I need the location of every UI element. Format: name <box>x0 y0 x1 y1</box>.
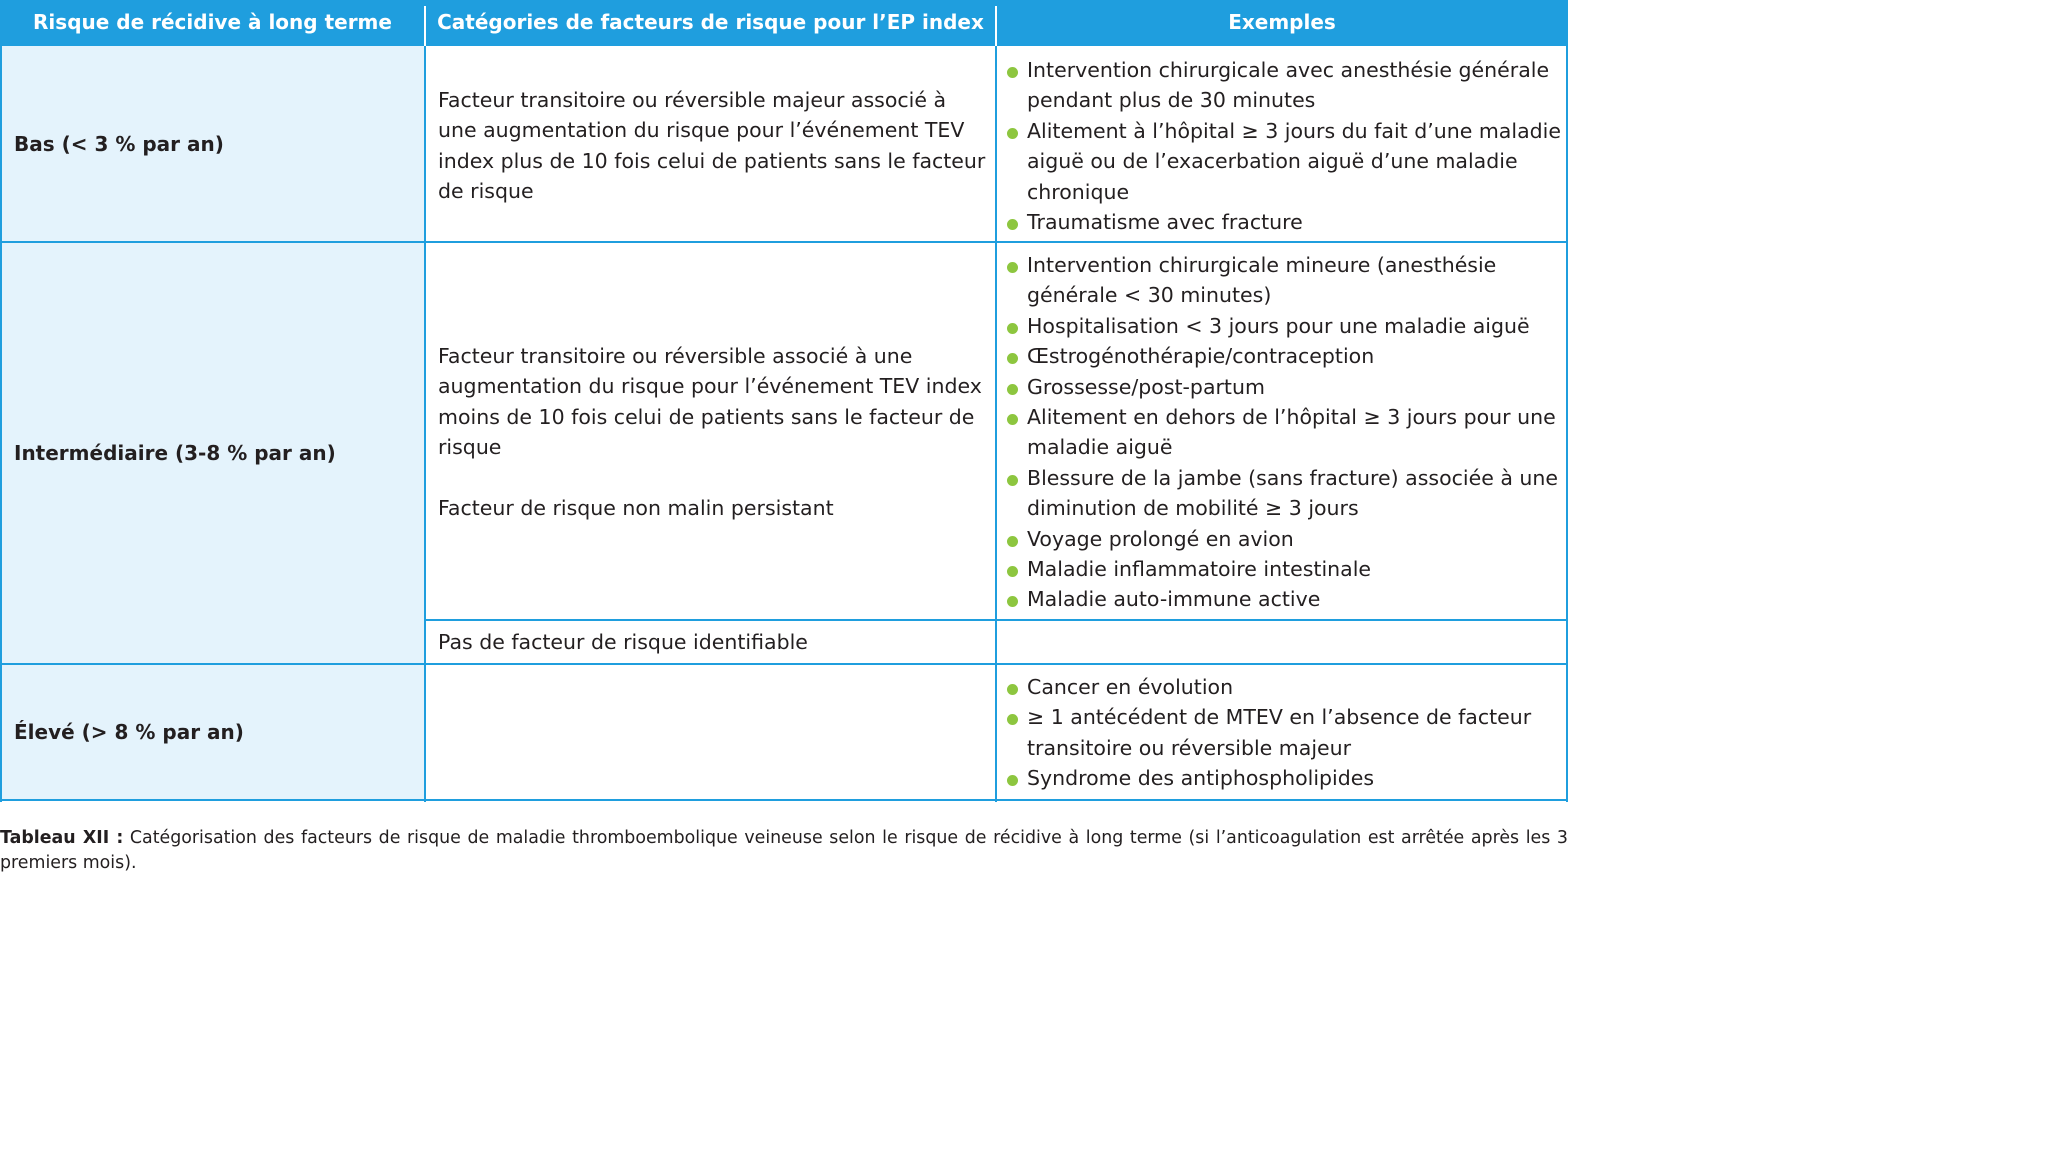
list-item <box>997 207 1568 237</box>
list-item-text: Blessure de la jambe (sans fracture) associée à une diminution de mobilité ≥ 3 jours <box>1027 465 1559 521</box>
category-text-persistent: Facteur de risque non malin persistant <box>438 496 834 521</box>
risk-label-intermediate: Intermédiaire (3-8 % par an) <box>14 441 336 465</box>
list-item-text: Voyage prolongé en avion <box>1027 526 1294 551</box>
list-item <box>997 250 1568 311</box>
examples-cell-intermediate <box>997 250 1568 615</box>
list-item-text: Alitement en dehors de l’hôpital ≥ 3 jours pour une maladie aiguë <box>1027 405 1556 460</box>
list-item <box>997 702 1568 763</box>
caption-label: Tableau XII : <box>0 828 124 848</box>
bullet-icon <box>1007 353 1018 364</box>
caption-text: Catégorisation des facteurs de risque de maladie thromboembolique veineuse selon le risque de récidive à long terme (si l’anticoagulation est arrêtée après les 3 premiers mois). <box>0 828 1568 873</box>
bullet-icon <box>1007 684 1018 695</box>
header-risk <box>0 0 425 46</box>
bullet-icon <box>1007 219 1018 230</box>
row-divider-unidentified <box>426 619 1568 621</box>
category-cell-low <box>426 85 996 207</box>
bullet-icon <box>1007 323 1018 334</box>
list-item <box>997 524 1568 554</box>
header-examples-label: Exemples <box>1228 10 1336 34</box>
risk-cell-high <box>0 664 424 800</box>
list-item <box>997 763 1568 793</box>
list-item <box>997 554 1568 584</box>
examples-cell-low <box>997 55 1568 237</box>
bullet-icon <box>1007 67 1018 78</box>
list-item-text: Intervention chirurgicale avec anesthésie générale pendant plus de 30 minutes <box>1027 58 1550 113</box>
header-category <box>425 0 996 46</box>
list-item-text: ≥ 1 antécédent de MTEV en l’absence de facteur transitoire ou réversible majeur <box>1027 705 1532 760</box>
category-cell-intermediate <box>426 341 996 523</box>
list-item <box>997 584 1568 614</box>
list-item-text: Maladie inflammatoire intestinale <box>1027 557 1372 582</box>
list-item-text: Œstrogénothérapie/contraception <box>1027 344 1375 369</box>
list-item-text: Alitement à l’hôpital ≥ 3 jours du fait d’une maladie aiguë ou de l’exacerbation aiguë d’une maladie chronique <box>1027 118 1561 204</box>
list-item-text: Cancer en évolution <box>1027 675 1234 699</box>
border-bottom <box>0 799 1568 801</box>
list-item-text: Intervention chirurgicale mineure (anesthésie générale < 30 minutes) <box>1027 253 1497 308</box>
category-text-low: Facteur transitoire ou réversible majeur associé à une augmentation du risque pour l’événement TEV index plus de 10 fois celui de patients sans le facteur de risque <box>438 88 986 204</box>
bullet-icon <box>1007 596 1018 607</box>
category-cell-unidentified <box>426 627 996 657</box>
bullet-icon <box>1007 384 1018 395</box>
examples-list-low <box>997 55 1568 237</box>
risk-label-high: Élevé (> 8 % par an) <box>14 720 244 744</box>
bullet-icon <box>1007 475 1018 486</box>
header-examples <box>996 0 1568 46</box>
bullet-icon <box>1007 262 1018 273</box>
row-divider-intermediate <box>0 663 1568 665</box>
list-item <box>997 55 1568 116</box>
column-divider-1 <box>424 46 426 802</box>
examples-cell-high <box>997 672 1568 794</box>
list-item <box>997 372 1568 402</box>
list-item-text: Grossesse/post-partum <box>1027 374 1265 399</box>
border-right <box>1566 0 1568 802</box>
header-risk-label: Risque de récidive à long terme <box>33 10 392 34</box>
header-category-label: Catégories de facteurs de risque pour l’EP index <box>437 10 984 34</box>
bullet-icon <box>1007 128 1018 139</box>
examples-list-high <box>997 672 1568 794</box>
list-item <box>997 672 1568 702</box>
risk-cell-low <box>0 46 424 242</box>
list-item <box>997 402 1568 463</box>
list-item-text: Traumatisme avec fracture <box>1027 210 1303 235</box>
list-item <box>997 116 1568 207</box>
bullet-icon <box>1007 536 1018 547</box>
category-text-unidentified: Pas de facteur de risque identifiable <box>438 630 808 654</box>
list-item-text: Syndrome des antiphospholipides <box>1027 766 1375 791</box>
risk-cell-intermediate <box>0 242 424 664</box>
bullet-icon <box>1007 714 1018 725</box>
list-item <box>997 463 1568 524</box>
bullet-icon <box>1007 414 1018 425</box>
risk-label-low: Bas (< 3 % par an) <box>14 132 224 156</box>
examples-list-intermediate <box>997 250 1568 615</box>
bullet-icon <box>1007 775 1018 786</box>
list-item <box>997 341 1568 371</box>
bullet-icon <box>1007 566 1018 577</box>
category-text-transient: Facteur transitoire ou réversible associé à une augmentation du risque pour l’événement TEV index moins de 10 fois celui de patients sans le facteur de risque <box>438 344 982 460</box>
list-item-text: Maladie auto-immune active <box>1027 587 1321 612</box>
table-caption <box>0 826 1568 876</box>
border-left <box>0 0 2 802</box>
list-item <box>997 311 1568 341</box>
column-divider-2 <box>995 46 997 802</box>
row-divider-low <box>0 241 1568 243</box>
list-item-text: Hospitalisation < 3 jours pour une maladie aiguë <box>1027 313 1530 338</box>
